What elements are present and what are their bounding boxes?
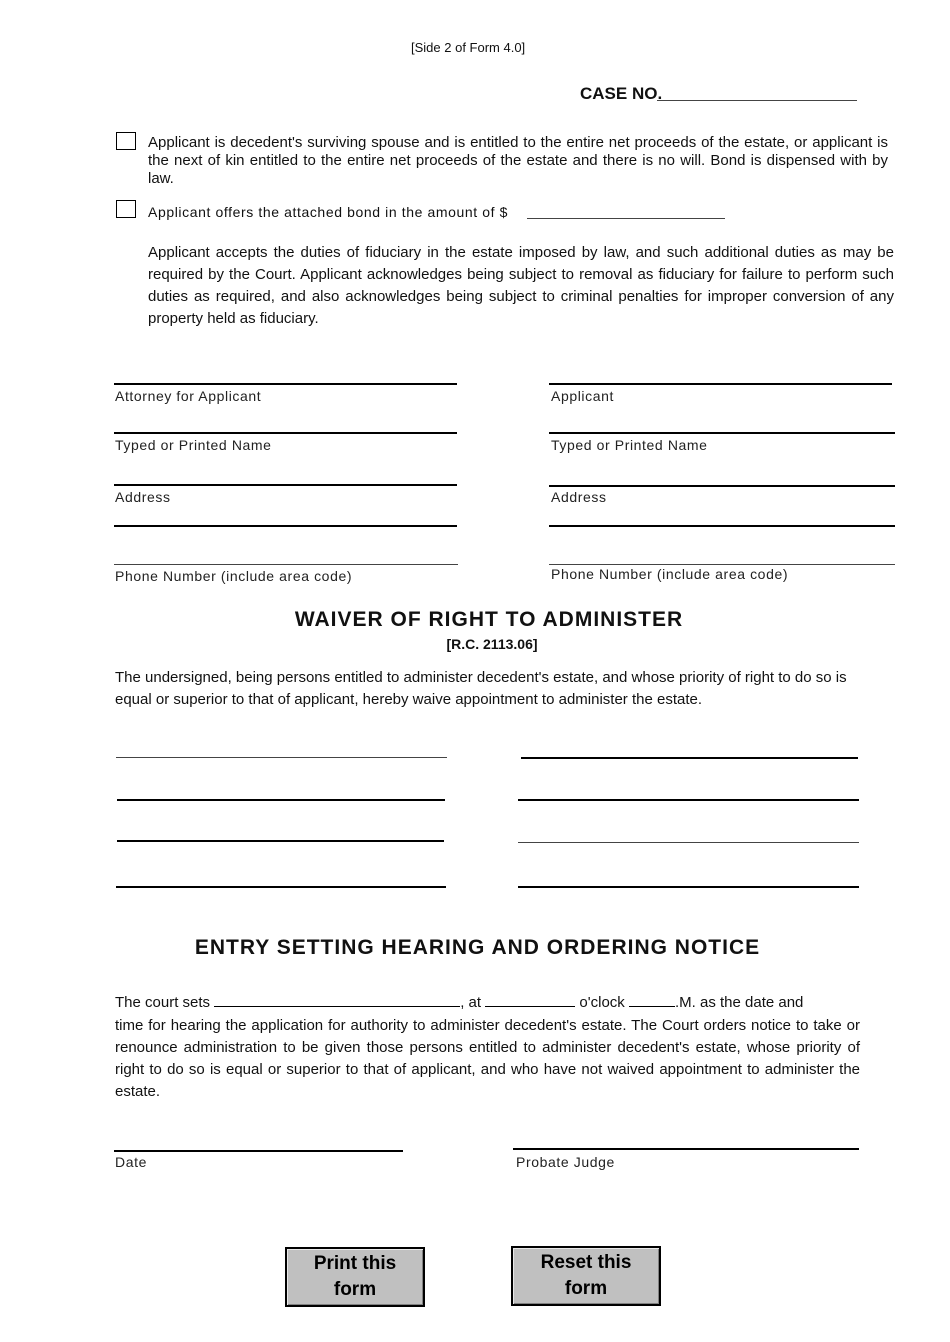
waiver-paragraph: The undersigned, being persons entitled to administer decedent's estate, and whose priority of right to do so is equal or superior to that of applicant, hereby waive appointment to administer the estate. <box>115 669 847 708</box>
attorney-label: Attorney for Applicant <box>115 388 262 404</box>
waiver-signature-line[interactable] <box>518 886 859 888</box>
applicant-phone-label: Phone Number (include area code) <box>551 566 789 582</box>
duties-paragraph: Applicant accepts the duties of fiduciary in the estate imposed by law, and such additional duties as may be required by the Court. Applicant acknowledges being subject to removal as fiduciary for failure to perform such duties as required, and also acknowledges being subject to criminal penalties for improper conversion of any property held as fiduciary. <box>148 244 894 327</box>
bond-amount-field[interactable] <box>527 218 725 219</box>
waiver-signature-line[interactable] <box>116 886 446 888</box>
attorney-address-line-2[interactable] <box>114 525 457 527</box>
applicant-label: Applicant <box>551 388 614 404</box>
waiver-signature-line[interactable] <box>518 842 859 843</box>
judge-signature-line[interactable] <box>513 1148 859 1150</box>
waiver-signature-line[interactable] <box>518 799 859 801</box>
waiver-signature-line[interactable] <box>116 757 447 758</box>
case-no-field[interactable] <box>657 100 857 101</box>
waiver-title: WAIVER OF RIGHT TO ADMINISTER <box>294 608 684 631</box>
hearing-date-field[interactable] <box>214 992 460 1007</box>
spouse-checkbox[interactable] <box>116 132 136 150</box>
waiver-signature-line[interactable] <box>521 757 858 759</box>
attorney-address-line[interactable] <box>114 484 457 486</box>
attorney-phone-label: Phone Number (include area code) <box>115 568 353 584</box>
court-sets-text: The court sets <box>115 994 211 1011</box>
hearing-time-field[interactable] <box>485 992 575 1007</box>
spouse-option-text: Applicant is decedent's surviving spouse and is entitled to the entire net proceeds of the estate, or applicant is the next of kin entitled to the entire net proceeds of the estate and there is no will. Bond is dispensed with by law. <box>148 134 888 187</box>
applicant-address-line-2[interactable] <box>549 525 895 527</box>
print-form-button[interactable]: Print this form <box>285 1247 425 1307</box>
at-text: , at <box>460 994 482 1011</box>
m-suffix-text: .M. as the date and <box>674 994 804 1011</box>
attorney-signature-line[interactable] <box>114 383 457 385</box>
applicant-address-label: Address <box>551 489 607 505</box>
applicant-name-line[interactable] <box>549 432 895 434</box>
bond-option-text: Applicant offers the attached bond in the amount of $ <box>148 204 508 220</box>
entry-paragraph: time for hearing the application for authority to administer decedent's estate. The Court orders notice to take or renounce administration to be given those persons entitled to administer decedent's estate, whose priority of right to do so is equal or superior to that of applicant, and who have not waived appointment to administer the estate. <box>115 1017 860 1100</box>
waiver-citation: [R.C. 2113.06] <box>446 636 538 652</box>
am-pm-field[interactable] <box>629 992 675 1007</box>
waiver-signature-line[interactable] <box>117 840 444 842</box>
applicant-signature-line[interactable] <box>549 383 892 385</box>
attorney-phone-line[interactable] <box>114 564 458 565</box>
applicant-name-label: Typed or Printed Name <box>551 437 708 453</box>
applicant-phone-line[interactable] <box>549 564 895 565</box>
entry-title: ENTRY SETTING HEARING AND ORDERING NOTICE <box>194 936 761 959</box>
waiver-signature-line[interactable] <box>117 799 445 801</box>
attorney-address-label: Address <box>115 489 171 505</box>
entry-first-line <box>115 992 875 1014</box>
reset-form-button[interactable]: Reset this form <box>511 1246 661 1306</box>
form-side-note: [Side 2 of Form 4.0] <box>411 40 526 55</box>
case-no-label: CASE NO. <box>580 84 663 103</box>
attorney-name-label: Typed or Printed Name <box>115 437 272 453</box>
attorney-name-line[interactable] <box>114 432 457 434</box>
probate-judge-label: Probate Judge <box>516 1154 615 1170</box>
date-label: Date <box>115 1154 147 1170</box>
oclock-text: o'clock <box>579 994 625 1011</box>
applicant-address-line[interactable] <box>549 485 895 487</box>
bond-checkbox[interactable] <box>116 200 136 218</box>
date-line[interactable] <box>114 1150 403 1152</box>
